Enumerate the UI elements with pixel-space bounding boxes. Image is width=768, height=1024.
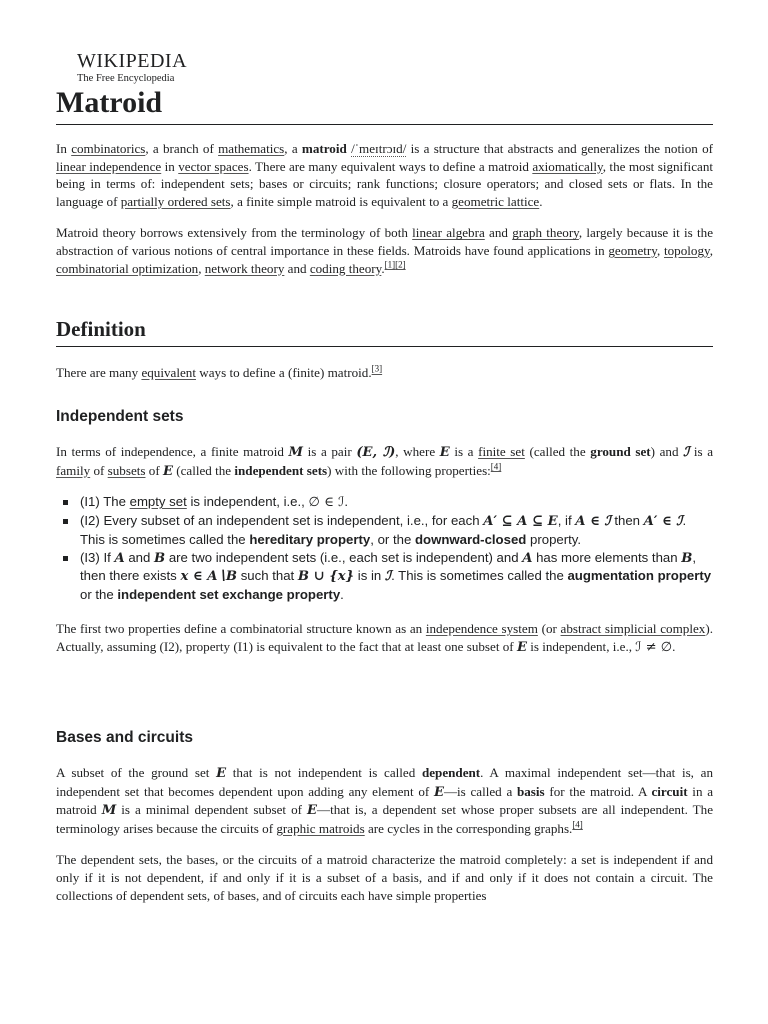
link-linear-independence[interactable]: linear independence [56, 158, 162, 174]
link-empty-set[interactable]: empty set [129, 494, 187, 510]
logo-tagline: The Free Encyclopedia [77, 73, 175, 84]
definition-paragraph: There are many equivalent ways to define a (finite) matroid.[3] [56, 363, 383, 380]
link-abstract-simplicial-complex[interactable]: abstract simplicial complex [560, 620, 706, 636]
link-family[interactable]: family [56, 462, 91, 478]
link-finite-set[interactable]: finite set [478, 444, 525, 459]
intro-paragraph-1: In combinatorics, a branch of mathematics, a matroid /ˈmeɪtrɔɪd/ is a structure that abstracts and generalizes the notion of linear independence in vector spaces. There are many equivalent ways to define a matroid axiomatically, the most significant being in terms of: independent sets; bases or circuits; rank functions; closure operators; and closed sets or flats. In the language of partially ordered sets, a finite simple matroid is equivalent to a geometric lattice. [56, 141, 714, 209]
heading-independent-sets: Independent sets [56, 408, 184, 425]
link-axiomatically[interactable]: axiomatically [532, 158, 603, 174]
term-matroid: matroid [301, 141, 347, 156]
link-network-theory[interactable]: network theory [204, 260, 285, 276]
independent-sets-paragraph: In terms of independence, a finite matroid M is a pair (E, ℐ), where E is a finite set (called the ground set) and ℐ is a family of subsets of E (called the independent sets) with the following properties:[4] [56, 444, 714, 479]
definition-section [56, 316, 713, 382]
page-title: Matroid [56, 84, 713, 125]
link-linear-algebra[interactable]: linear algebra [412, 225, 485, 241]
logo-wordmark: WIKIPEDIA [77, 50, 188, 72]
wikipedia-logo[interactable] [77, 50, 187, 85]
reference-3[interactable]: [3] [371, 363, 383, 374]
intro-paragraph-2: Matroid theory borrows extensively from the terminology of both linear algebra and graph theory, largely because it is the abstraction of various notions of central importance in these fields. Matroids have found applications in geometry, topology, combinatorial optimization, network theory and coding theory.[1][2] [56, 225, 714, 276]
link-vector-spaces[interactable]: vector spaces [178, 158, 249, 174]
intro-section [56, 140, 713, 277]
link-partially-ordered-sets[interactable]: partially ordered sets [120, 193, 231, 209]
bases-circuits-paragraph-2: The dependent sets, the bases, or the circuits of a matroid characterize the matroid completely: a set is independent if and only if it is not dependent, if and only if it is a subset of a basis, and if and only if it does not contain a circuit. The collections of dependent sets, of bases, and of circuits each have simple properties [56, 852, 713, 903]
reference-1[interactable]: [1] [384, 259, 396, 270]
independent-sets-section [56, 407, 713, 656]
heading-definition: Definition [56, 316, 713, 347]
link-equivalent[interactable]: equivalent [141, 365, 196, 380]
reference-4[interactable]: [4] [490, 461, 502, 472]
reference-4b[interactable]: [4] [572, 819, 583, 830]
link-graphic-matroids[interactable]: graphic matroids [276, 820, 365, 836]
link-geometry[interactable]: geometry [608, 242, 657, 258]
properties-list [56, 493, 713, 603]
link-graph-theory[interactable]: graph theory [512, 225, 579, 241]
independence-system-paragraph: The first two properties define a combinatorial structure known as an independence system (or abstract simplicial complex). Actually, assuming (I2), property (I1) is equivalent to the fact that at least one subset of E is independent, i.e., ℐ ≠ ∅. [56, 620, 713, 655]
list-item-i3: (I3) If A and B are two independent sets (i.e., each set is independent) and A has more elements than B, then there exists x ∈ A∖B such that B ∪ {x} is in ℐ. This is sometimes called the augmentation property or the independent set exchange property. [56, 549, 713, 603]
heading-bases-and-circuits: Bases and circuits [56, 729, 193, 746]
link-subsets[interactable]: subsets [107, 462, 146, 478]
ipa-pronunciation[interactable]: /ˈmeɪtrɔɪd/ [351, 141, 407, 156]
link-mathematics[interactable]: mathematics [218, 141, 285, 156]
bases-circuits-paragraph-1: A subset of the ground set E that is not independent is called dependent. A maximal independent set—that is, an independent set that becomes dependent upon adding any element of E—is called a basis for the matroid. A circuit in a matroid M is a minimal dependent subset of E—that is, a dependent set whose proper subsets are all independent. The terminology arises because the circuits of graphic matroids are cycles in the corresponding graphs.[4] [56, 765, 714, 836]
link-combinatorics[interactable]: combinatorics [71, 141, 146, 156]
link-coding-theory[interactable]: coding theory [309, 260, 382, 276]
link-independence-system[interactable]: independence system [425, 620, 538, 636]
list-item-i2: (I2) Every subset of an independent set is independent, i.e., for each A′ ⊆ A ⊆ E, if A ∈ ℐ then A′ ∈ ℐ. This is sometimes called the hereditary property, or the downward-closed property. [56, 512, 713, 548]
list-item-i1: (I1) The empty set is independent, i.e., ∅ ∈ ℐ. [56, 493, 713, 511]
link-geometric-lattice[interactable]: geometric lattice [451, 193, 540, 209]
link-combinatorial-optimization[interactable]: combinatorial optimization [56, 260, 199, 276]
reference-2[interactable]: [2] [395, 259, 406, 270]
bases-circuits-section [56, 728, 713, 904]
link-topology[interactable]: topology [664, 242, 710, 258]
